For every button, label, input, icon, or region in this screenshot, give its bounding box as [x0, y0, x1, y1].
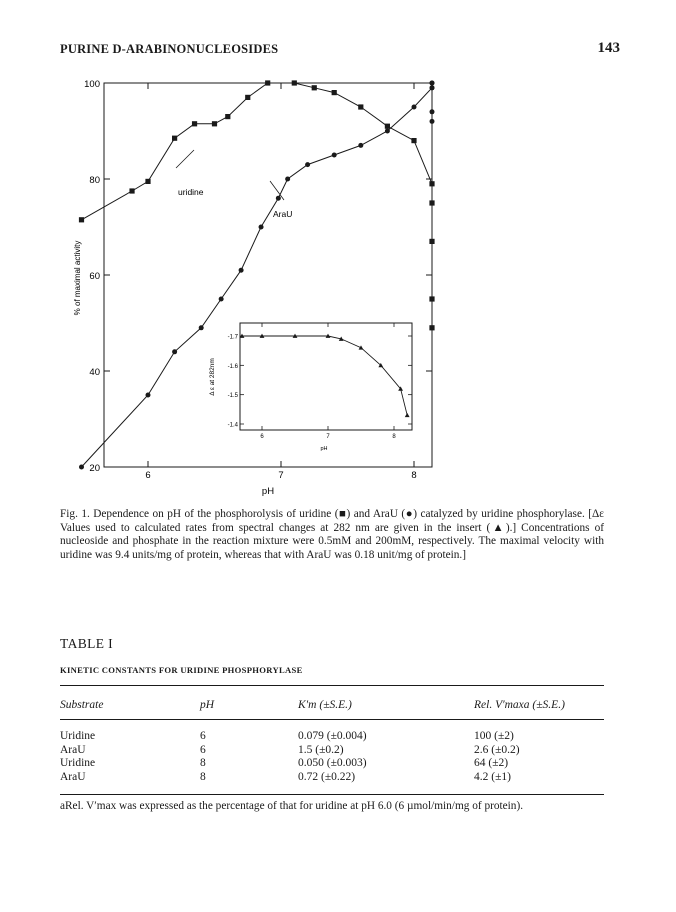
main-chart [73, 79, 435, 497]
table-row [60, 757, 604, 771]
column-header: pH [200, 686, 298, 720]
araU-point [239, 268, 244, 273]
uridine-point [245, 95, 250, 100]
series-line-uridine [82, 83, 433, 328]
column-header: Substrate [60, 686, 200, 720]
main-y-tick-label: 20 [89, 463, 100, 474]
araU-point [332, 153, 337, 158]
uridine-label-leader [176, 150, 194, 168]
araU-point [146, 393, 151, 398]
main-x-tick-label: 8 [411, 470, 417, 481]
uridine-point [385, 124, 390, 129]
main-x-tick-label: 6 [145, 470, 151, 481]
inset-y-tick-label: -1.6 [227, 363, 238, 370]
table-subtitle: KINETIC CONSTANTS FOR URIDINE PHOSPHORYLASE [60, 665, 303, 675]
table-cell: 100 (±2) [474, 730, 514, 742]
araU-point [172, 349, 177, 354]
main-y-tick-label: 60 [89, 271, 100, 282]
uridine-point [429, 296, 434, 301]
araU-point [430, 85, 435, 90]
table-cell: 0.079 (±0.004) [298, 730, 367, 742]
inset-x-tick-label: 6 [260, 434, 264, 440]
inset-chart [209, 323, 412, 452]
table-row [60, 771, 604, 795]
araU-point [358, 143, 363, 148]
table-row [60, 720, 604, 744]
main-y-tick-label: 40 [89, 367, 100, 378]
uridine-point [265, 80, 270, 85]
main-y-axis-label: % of maximal activity [73, 240, 82, 316]
uridine-curve-label: uridine [178, 187, 204, 197]
uridine-point [225, 114, 230, 119]
uridine-point [172, 136, 177, 141]
table-footnote: aRel. V′max was expressed as the percentage of that for uridine at pH 6.0 (6 µmol/min/mg of protein). [60, 800, 524, 812]
table-cell: 8 [200, 757, 206, 769]
uridine-point [79, 217, 84, 222]
uridine-point [129, 188, 134, 193]
araU-point [219, 297, 224, 302]
page-number: 143 [597, 40, 620, 56]
table-cell: 6 [200, 730, 206, 742]
araU-point [305, 162, 310, 167]
main-y-tick-label: 80 [89, 175, 100, 186]
table-cell: 0.72 (±0.22) [298, 770, 356, 783]
araU-point [385, 129, 390, 134]
running-title: PURINE D-ARABINONUCLEOSIDES [60, 42, 279, 56]
uridine-point [429, 325, 434, 330]
table-cell: Uridine [60, 757, 96, 769]
araU-point [430, 119, 435, 124]
uridine-point [411, 138, 416, 143]
uridine-point [212, 121, 217, 126]
araU-point [276, 196, 281, 201]
araU-point [259, 225, 264, 230]
uridine-point [429, 239, 434, 244]
column-header: Rel. V′maxa (±S.E.) [468, 686, 604, 720]
araU-point [79, 465, 84, 470]
kinetic-constants-table [60, 685, 604, 795]
uridine-point [292, 80, 297, 85]
araU-point [199, 325, 204, 330]
uridine-point [312, 85, 317, 90]
table-cell: 4.2 (±1) [474, 770, 511, 783]
table-cell: AraU [60, 743, 86, 756]
table-cell: 2.6 (±0.2) [474, 743, 520, 756]
inset-y-axis-label: Δ ε at 282nm [209, 358, 216, 396]
inset-plot-frame [240, 323, 412, 430]
table-cell: 0.050 (±0.003) [298, 757, 367, 769]
table-cell: 6 [200, 743, 206, 756]
table-cell: 1.5 (±0.2) [298, 743, 344, 756]
araU-curve-label: AraU [273, 209, 293, 219]
inset-y-tick-label: -1.7 [227, 334, 238, 341]
table-row [60, 744, 604, 758]
uridine-point [429, 181, 434, 186]
uridine-point [145, 179, 150, 184]
araU-point [430, 109, 435, 114]
table-cell: AraU [60, 770, 86, 783]
araU-point [412, 105, 417, 110]
inset-x-tick-label: 8 [392, 434, 396, 440]
inset-x-axis-label: pH [320, 446, 328, 452]
uridine-point [192, 121, 197, 126]
table-cell: 8 [200, 770, 206, 783]
araU-point [430, 81, 435, 86]
uridine-point [358, 104, 363, 109]
figure-caption: Fig. 1. Dependence on pH of the phosphorolysis of uridine (■) and AraU (●) catalyzed by uridine phosphorylase. [Δε Values used to calculated rates from spectral changes at 282 nm are given in the insert (▲).] Concentrations of nucleoside and phosphate in the reaction mixture were 0.5mM and 200mM, respectively. The maximal velocity with uridine was 9.4 units/mg of protein, whereas that with AraU was 0.18 unit/mg of protein.] [60, 508, 604, 561]
inset-y-tick-label: -1.4 [227, 422, 238, 429]
table-cell: 64 (±2) [474, 757, 509, 769]
uridine-point [332, 90, 337, 95]
table-title: TABLE I [60, 636, 114, 651]
uridine-point [429, 200, 434, 205]
column-header: K′m (±S.E.) [298, 686, 468, 720]
main-y-tick-label: 100 [84, 79, 100, 90]
table-cell: Uridine [60, 730, 96, 742]
inset-x-tick-label: 7 [326, 434, 330, 440]
table-header-row [60, 686, 604, 720]
main-x-axis-label: pH [261, 486, 275, 497]
araU-point [285, 177, 290, 182]
main-x-tick-label: 7 [278, 470, 284, 481]
inset-y-tick-label: -1.5 [227, 393, 238, 400]
